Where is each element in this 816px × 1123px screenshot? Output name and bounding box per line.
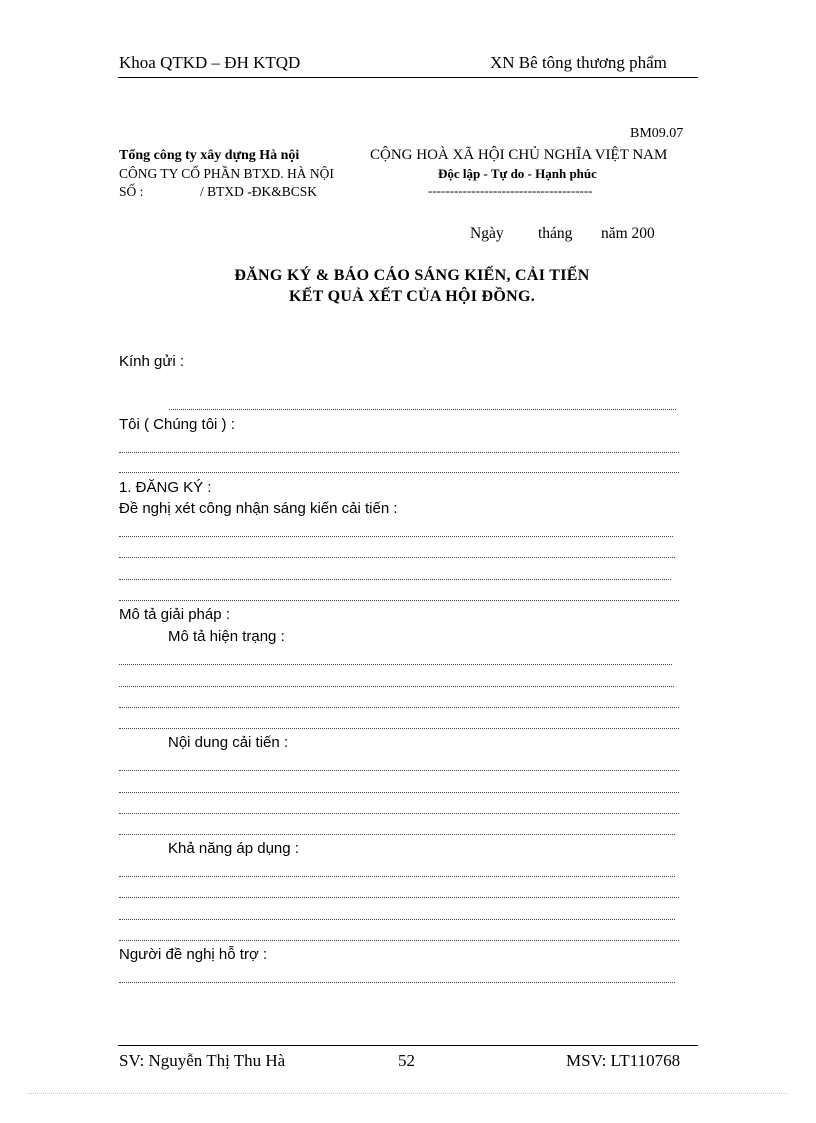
- dotted-line: [119, 452, 679, 453]
- dotted-line: [119, 770, 679, 771]
- addressee-label: Kính gửi :: [119, 353, 185, 370]
- document-title-line2: KẾT QUẢ XẾT CỦA HỘI ĐỒNG.: [288, 288, 536, 305]
- support-label: Người đề nghị hỗ trợ :: [119, 946, 268, 963]
- dotted-line: [119, 664, 672, 665]
- dotted-line: [119, 919, 675, 920]
- dotted-line: [119, 897, 679, 898]
- dotted-line: [119, 940, 679, 941]
- header-left: Khoa QTKD – ĐH KTQD: [119, 53, 301, 72]
- document-number-suffix: / BTXD -ĐK&BCSK: [200, 184, 318, 199]
- dotted-line: [119, 813, 679, 814]
- national-motto: Độc lập - Tự do - Hạnh phúc: [438, 166, 597, 181]
- dotted-line: [119, 982, 675, 983]
- dotted-line: [119, 834, 675, 835]
- improvement-label: Nội dung cải tiến :: [168, 734, 289, 751]
- dotted-line: [119, 600, 679, 601]
- dotted-line: [119, 792, 679, 793]
- dotted-line: [119, 536, 673, 537]
- dotted-line: [119, 557, 675, 558]
- page-bottom-border: [28, 1093, 788, 1094]
- section-register-heading: 1. ĐĂNG KÝ :: [119, 479, 212, 496]
- dotted-line: [119, 686, 674, 687]
- dotted-line: [119, 728, 679, 729]
- country-heading: CỘNG HOÀ XÃ HỘI CHỦ NGHĨA VIỆT NAM: [370, 147, 668, 163]
- motto-underline: --------------------------------------: [428, 183, 593, 198]
- dotted-line: [169, 409, 676, 410]
- document-number-label: SỐ :: [119, 184, 144, 199]
- applicability-label: Khả năng áp dụng :: [168, 840, 299, 857]
- page-number: 52: [398, 1051, 415, 1070]
- form-code: BM09.07: [630, 126, 684, 141]
- header-rule: [118, 77, 698, 78]
- footer-rule: [118, 1045, 698, 1046]
- current-state-label: Mô tả hiện trạng :: [168, 628, 285, 645]
- footer-student-name: SV: Nguyễn Thị Thu Hà: [119, 1051, 286, 1070]
- date-year: năm 200: [601, 225, 655, 242]
- dotted-line: [119, 876, 675, 877]
- header-right: XN Bê tông thương phẩm: [490, 53, 667, 72]
- document-title-line1: ĐĂNG KÝ & BÁO CÁO SÁNG KIẾN, CẢI TIẾN: [234, 267, 590, 284]
- solution-label: Mô tả giải pháp :: [119, 606, 230, 623]
- date-day: Ngày: [470, 225, 504, 242]
- footer-student-id: MSV: LT110768: [566, 1051, 681, 1070]
- dotted-line: [119, 472, 679, 473]
- date-month: tháng: [538, 225, 573, 242]
- org-name: Tổng công ty xây dựng Hà nội: [119, 148, 300, 163]
- dotted-line: [119, 579, 671, 580]
- proposal-label: Đề nghị xét công nhận sáng kiến cải tiến :: [119, 500, 398, 517]
- company-name: CÔNG TY CỔ PHẦN BTXD. HÀ NỘI: [119, 166, 334, 181]
- dotted-line: [119, 707, 679, 708]
- applicant-label: Tôi ( Chúng tôi ) :: [119, 416, 235, 433]
